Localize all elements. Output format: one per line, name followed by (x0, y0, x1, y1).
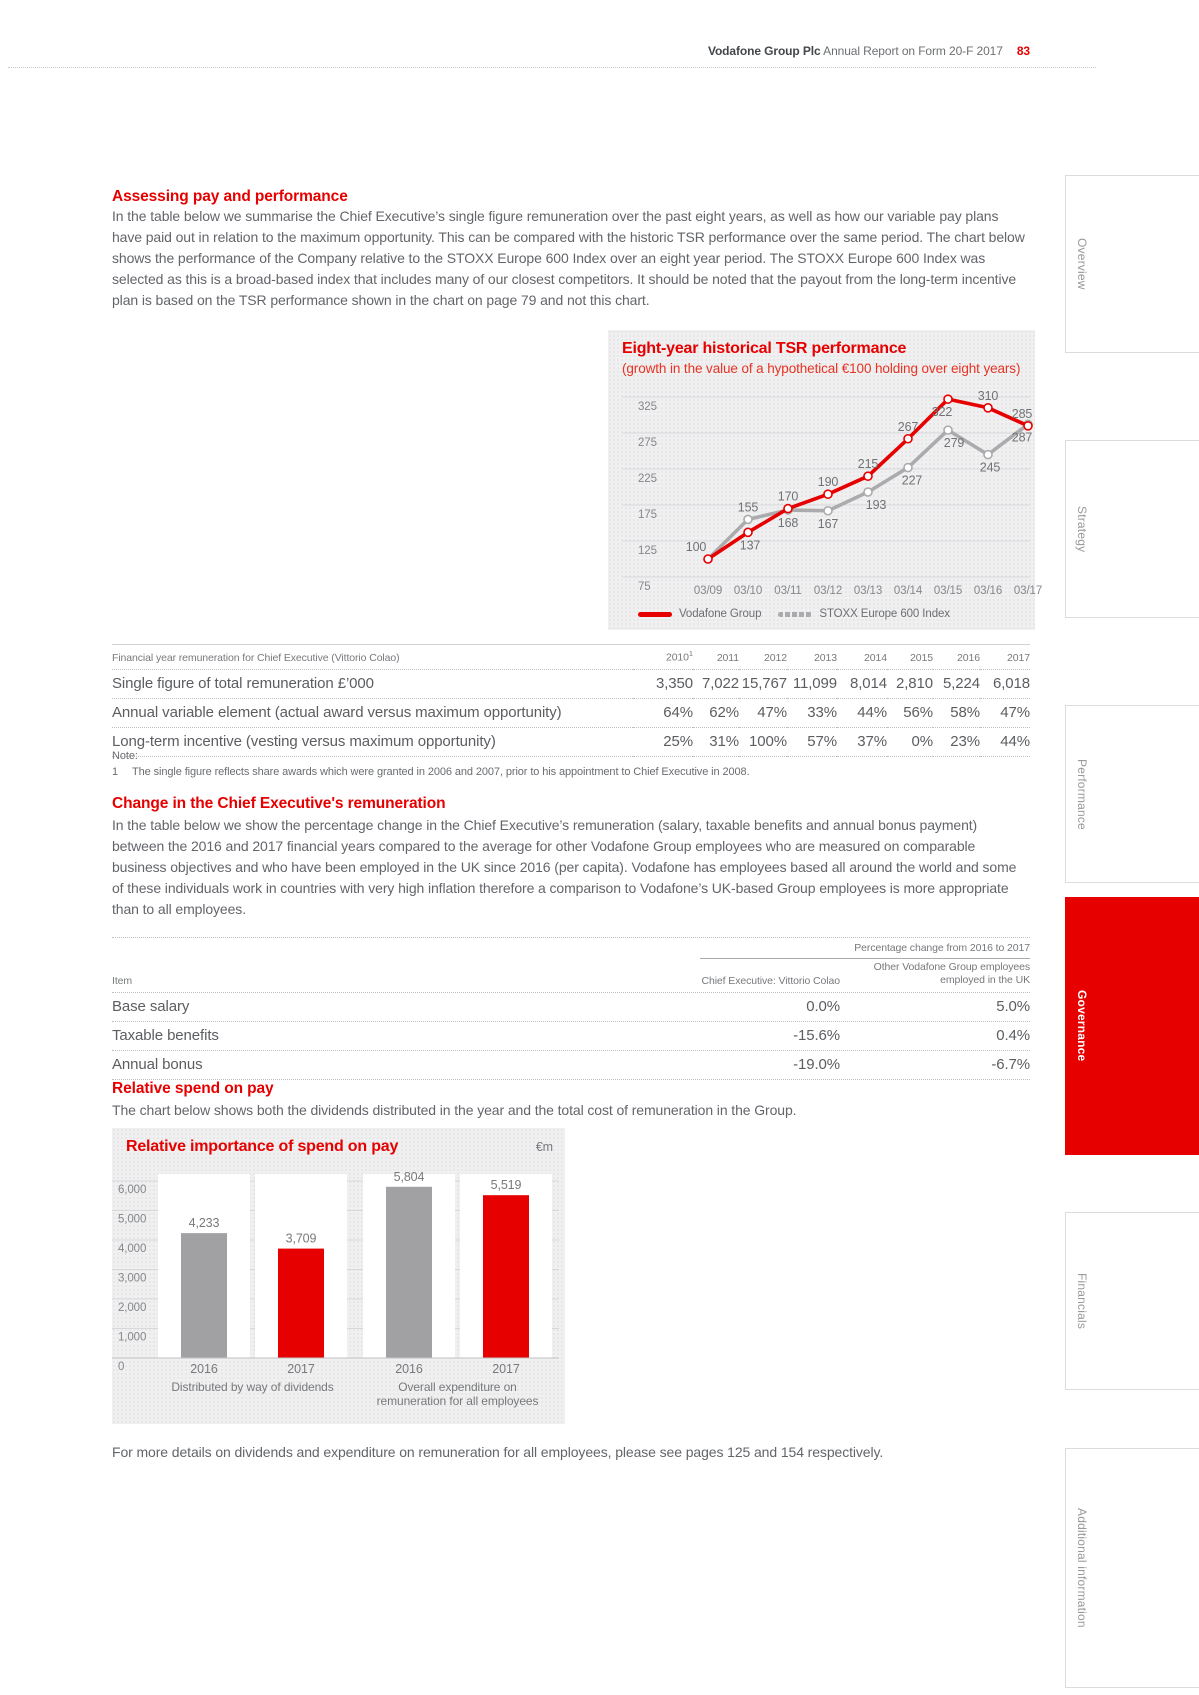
item-header: Item (112, 975, 133, 987)
table-row (112, 727, 1030, 756)
spend-chart-unit: €m (535, 1140, 553, 1154)
svg-text:287: 287 (1011, 430, 1033, 445)
spend-chart (112, 1128, 565, 1424)
spend-chart-canvas (112, 1166, 565, 1418)
svg-text:03/15: 03/15 (933, 585, 963, 597)
note-text-line (112, 766, 750, 778)
svg-text:03/10: 03/10 (733, 585, 763, 597)
year-header: 2011 (693, 645, 739, 670)
cell: 2,810 (887, 669, 933, 698)
note-text: The single figure reflects share awards which were granted in 2006 and 2007, prior to his appointment to Chief Executive in 2008. (132, 766, 750, 778)
cell: 44% (980, 727, 1030, 756)
cell: 5,224 (933, 669, 980, 698)
svg-text:175: 175 (638, 509, 657, 521)
cell: 58% (933, 698, 980, 727)
tsr-chart-title: Eight-year historical TSR performance (622, 340, 907, 357)
span-header: Percentage change from 2016 to 2017 (112, 937, 1030, 958)
svg-text:325: 325 (638, 401, 657, 413)
year-header: 2010$^1$ (633, 645, 693, 670)
legend-item-vodafone (638, 608, 761, 620)
legend-swatch-grey-line-icon (778, 612, 812, 617)
cell: 8,014 (837, 669, 887, 698)
spend-chart-title: Relative importance of spend on pay (126, 1138, 399, 1155)
cell: 5.0% (996, 998, 1030, 1015)
svg-text:2017: 2017 (287, 1362, 315, 1376)
svg-text:3,709: 3,709 (285, 1231, 317, 1246)
cell: 31% (693, 727, 739, 756)
svg-text:Overall expenditure on: Overall expenditure on (398, 1380, 517, 1394)
row-label: Annual variable element (actual award versus maximum opportunity) (112, 698, 633, 727)
cell: 44% (837, 698, 887, 727)
year-header: 2014 (837, 645, 887, 670)
svg-text:4,000: 4,000 (118, 1243, 147, 1255)
cell: 7,022 (693, 669, 739, 698)
svg-text:0: 0 (118, 1361, 125, 1373)
tsr-chart-subtitle: (growth in the value of a hypothetical €100 holding over eight years) (622, 361, 1021, 376)
sidebar-item-performance[interactable]: Performance (1065, 705, 1199, 883)
svg-text:215: 215 (857, 457, 879, 472)
svg-text:remuneration for all employees: remuneration for all employees (376, 1394, 539, 1408)
row-label: Annual bonus (112, 1056, 203, 1073)
row-label: Single figure of total remuneration £’000 (112, 669, 633, 698)
svg-text:03/11: 03/11 (774, 585, 802, 597)
svg-text:279: 279 (943, 436, 965, 451)
table-row (112, 669, 1030, 698)
cell: 100% (739, 727, 787, 756)
brand-name: Vodafone Group Plc (707, 44, 821, 58)
sidebar-item-financials[interactable]: Financials (1065, 1212, 1199, 1390)
cell: 47% (739, 698, 787, 727)
svg-text:2016: 2016 (190, 1362, 218, 1376)
svg-text:267: 267 (897, 419, 919, 434)
sidebar-item-overview[interactable]: Overview (1065, 175, 1199, 353)
relative-spend-paragraph: The chart below shows both the dividends distributed in the year and the total cost of remuneration in the Group. (112, 1102, 797, 1118)
page-number: 83 (1016, 44, 1030, 58)
cell: 33% (787, 698, 837, 727)
report-title: Annual Report on Form 20-F 2017 (820, 44, 1003, 58)
svg-text:2017: 2017 (492, 1362, 520, 1376)
cell: 47% (980, 698, 1030, 727)
sidebar-item-governance[interactable]: Governance (1065, 897, 1199, 1155)
ceo-column-header: Chief Executive: Vittorio Colao (701, 975, 840, 987)
svg-text:190: 190 (817, 475, 839, 490)
row-label: Long-term incentive (vesting versus maximum opportunity) (112, 727, 633, 756)
change-table (112, 937, 1030, 1080)
cell: 37% (837, 727, 887, 756)
svg-text:285: 285 (1011, 406, 1033, 421)
cell: 23% (933, 727, 980, 756)
table-header-row (112, 645, 1030, 670)
note-marker: 1 (112, 766, 119, 778)
row-label: Base salary (112, 998, 190, 1015)
svg-text:155: 155 (737, 500, 759, 515)
other-employees-column-header: Other Vodafone Group employees employed in the UK (873, 961, 1030, 986)
svg-text:322: 322 (931, 405, 953, 420)
svg-text:227: 227 (901, 473, 923, 488)
legend-item-stoxx (778, 608, 950, 620)
svg-text:03/16: 03/16 (973, 585, 1003, 597)
svg-text:3,000: 3,000 (118, 1272, 147, 1285)
svg-text:170: 170 (777, 489, 799, 504)
footnote-marker: 1 (688, 649, 693, 658)
cell: 6,018 (980, 669, 1030, 698)
table-row (112, 1022, 1030, 1051)
legend-label-vodafone: Vodafone Group (679, 608, 762, 620)
svg-text:75: 75 (638, 581, 651, 593)
year-header: 2012 (739, 645, 787, 670)
cell: -15.6% (793, 1027, 840, 1044)
svg-text:03/12: 03/12 (813, 585, 843, 597)
remuneration-table (112, 644, 1030, 757)
tsr-chart (608, 330, 1043, 630)
change-table-header-row (112, 959, 1030, 993)
table-row (112, 993, 1030, 1022)
svg-text:03/14: 03/14 (893, 585, 923, 597)
cell: 64% (633, 698, 693, 727)
page-header (112, 44, 1030, 58)
svg-text:137: 137 (739, 538, 761, 553)
legend-swatch-red-line-icon (638, 612, 672, 617)
svg-text:6,000: 6,000 (118, 1184, 147, 1196)
svg-text:5,000: 5,000 (118, 1213, 147, 1226)
sidebar-item-additional-information[interactable]: Additional information (1065, 1448, 1199, 1688)
cell: -6.7% (991, 1056, 1030, 1073)
footer-note: For more details on dividends and expenditure on remuneration for all employees, please see pages 125 and 154 respectively. (112, 1444, 884, 1460)
svg-text:193: 193 (865, 498, 887, 513)
header-rule (8, 67, 1096, 68)
sidebar-item-strategy[interactable]: Strategy (1065, 440, 1199, 618)
svg-text:2,000: 2,000 (118, 1302, 147, 1314)
svg-text:03/17: 03/17 (1013, 585, 1043, 597)
chart-legend (638, 608, 958, 620)
note-label: Note: (112, 750, 138, 762)
svg-text:1,000: 1,000 (118, 1331, 147, 1344)
section-heading-assessing: Assessing pay and performance (112, 188, 348, 205)
table-row (112, 698, 1030, 727)
cell: 3,350 (633, 669, 693, 698)
svg-text:2016: 2016 (395, 1362, 423, 1376)
svg-text:245: 245 (979, 460, 1001, 475)
svg-text:Distributed by way of dividend: Distributed by way of dividends (171, 1380, 334, 1394)
cell: 11,099 (787, 669, 837, 698)
svg-text:5,519: 5,519 (490, 1178, 522, 1193)
change-paragraph: In the table below we show the percentage change in the Chief Executive’s remuneration (salary, taxable benefits and annual bonus payment) between the 2016 and 2017 financial years compared to the average for other Vodafone Group employees who are measured on comparable business objectives and who have been employed in the UK since 2016 (per capita). Vodafone has employees based all around the world and some of these individuals work in countries with very high inflation therefore a comparison to Vodafone’s UK-based Group employees is more appropriate than to all employees. (112, 817, 1017, 917)
table-caption: Financial year remuneration for Chief Executive (Vittorio Colao) (112, 645, 633, 670)
svg-text:03/13: 03/13 (853, 585, 883, 597)
cell: 0.4% (996, 1027, 1030, 1044)
assessing-paragraph: In the table below we summarise the Chief Executive’s single figure remuneration over the past eight years, as well as how our variable pay plans have paid out in relation to the maximum opportunity. This can be compared with the historic TSR performance over the same period. The chart below shows the performance of the Company relative to the STOXX Europe 600 Index over an eight year period. The STOXX Europe 600 Index was selected as this is a broad-based index that includes many of our closest competitors. It should be noted that the payout from the long-term incentive plan is based on the TSR performance shown in the chart on page 79 and not this chart. (112, 208, 1025, 308)
svg-text:100: 100 (685, 540, 707, 554)
svg-text:167: 167 (817, 516, 839, 531)
svg-text:03/09: 03/09 (693, 585, 723, 597)
svg-text:4,233: 4,233 (188, 1216, 220, 1231)
svg-text:310: 310 (977, 388, 999, 403)
svg-text:168: 168 (777, 516, 799, 531)
svg-text:5,804: 5,804 (393, 1169, 425, 1184)
svg-text:125: 125 (638, 545, 657, 557)
cell: 25% (633, 727, 693, 756)
cell: 15,767 (739, 669, 787, 698)
tsr-chart-canvas (608, 380, 1043, 605)
legend-label-stoxx: STOXX Europe 600 Index (819, 608, 950, 620)
cell: -19.0% (793, 1056, 840, 1073)
year-header: 2015 (887, 645, 933, 670)
cell: 56% (887, 698, 933, 727)
cell: 0.0% (806, 998, 840, 1015)
cell: 57% (787, 727, 837, 756)
cell: 62% (693, 698, 739, 727)
spend-chart-header (126, 1138, 553, 1156)
cell: 0% (887, 727, 933, 756)
table-row (112, 1051, 1030, 1080)
row-label: Taxable benefits (112, 1027, 219, 1044)
svg-text:275: 275 (638, 437, 657, 449)
section-heading-change: Change in the Chief Executive's remuneration (112, 795, 446, 812)
section-heading-relative-spend: Relative spend on pay (112, 1080, 274, 1097)
svg-text:225: 225 (638, 473, 657, 485)
year-header: 2016 (933, 645, 980, 670)
year-header: 2017 (980, 645, 1030, 670)
year-header: 2013 (787, 645, 837, 670)
